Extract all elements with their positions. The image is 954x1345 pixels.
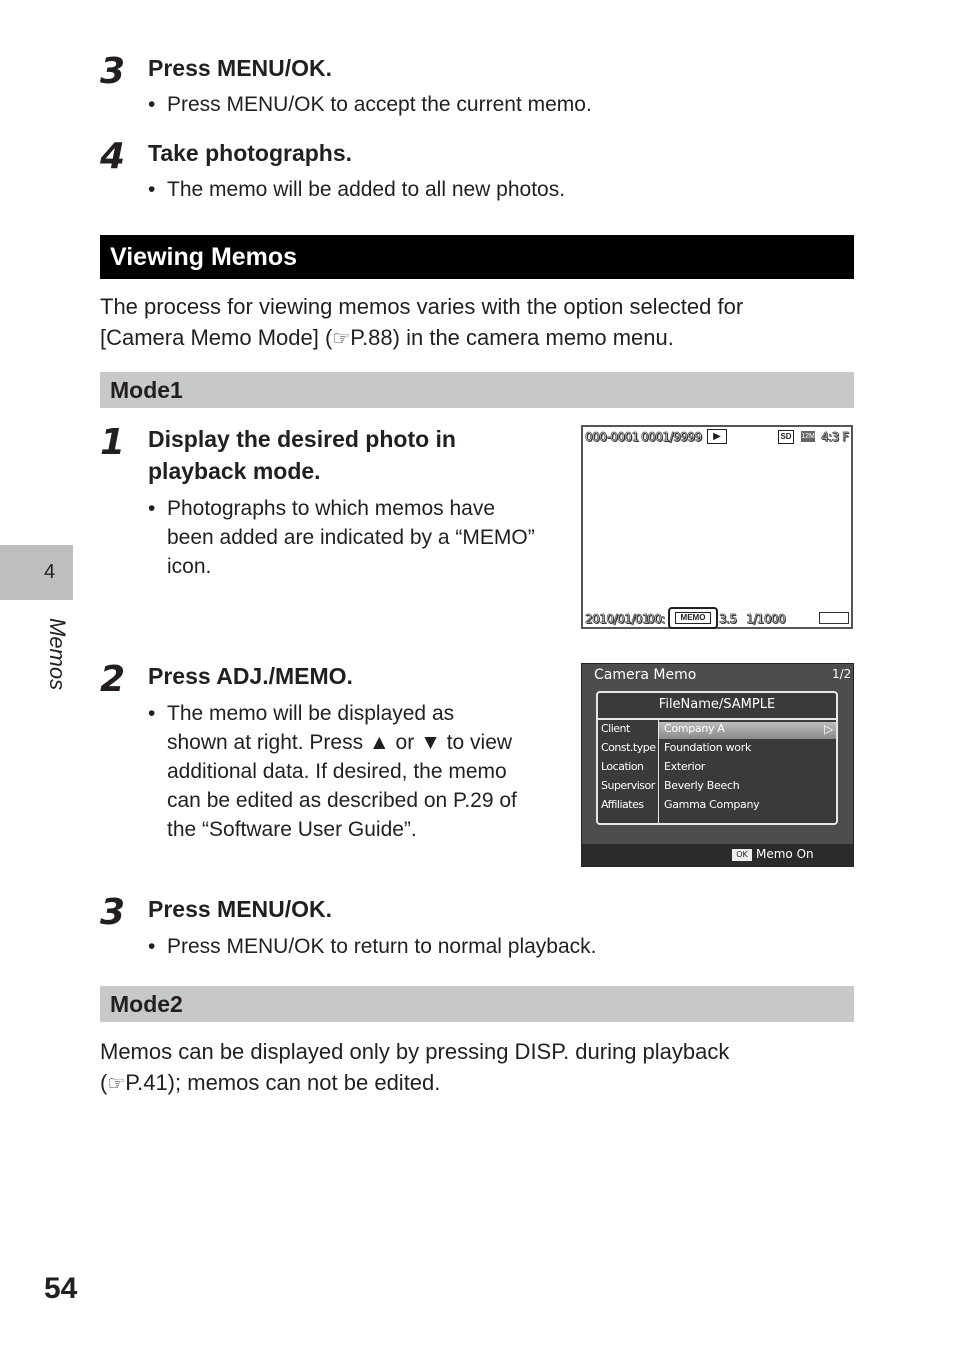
step-number: 3 [100, 51, 126, 92]
step-number: 1 [100, 422, 126, 463]
step-bullet: • The memo will be added to all new photos. [148, 178, 566, 201]
up-arrow-icon: ▲ [368, 731, 390, 754]
pointing-hand-icon: ☞ [107, 1073, 126, 1095]
subsection-heading: Mode2 [100, 986, 854, 1022]
step-bullet: • The memo will be displayed as shown at right. Press ▲ or ▼ to view additional data. If desired, the memo can be edited as described on P.29 of the “Software User Guide”. [148, 702, 517, 841]
memo-row-label: Affiliates [601, 798, 644, 811]
date-display: 2010/01/01 [585, 612, 650, 626]
footer-bar [582, 844, 853, 866]
step-number: 4 [100, 136, 126, 177]
page-number: 54 [44, 1272, 78, 1305]
step-bullet: • Press MENU/OK to accept the current memo. [148, 93, 592, 116]
page-indicator: 1/2 [832, 667, 852, 681]
camera-memo-screen [581, 663, 854, 867]
image-size-icon: 12M [801, 433, 815, 440]
memo-row-value: Beverly Beech [664, 779, 740, 792]
step-number: 3 [100, 892, 126, 933]
aperture-value: 3.5 [719, 612, 737, 626]
memo-row-value: Company A [664, 722, 725, 735]
sd-card-icon: SD [778, 430, 794, 444]
chapter-label: Memos [45, 618, 70, 691]
step-title: Take photographs. [148, 140, 353, 166]
subsection-heading: Mode1 [100, 372, 854, 408]
step-title: Press MENU/OK. [148, 55, 333, 81]
aspect-quality: 4:3 F [821, 430, 849, 444]
memo-row-label: Location [601, 760, 644, 773]
pointing-hand-icon: ☞ [332, 328, 351, 350]
battery-icon [819, 612, 849, 624]
mode2-text: Memos can be displayed only by pressing DISP. during playback (☞P.41); memos can not be edited. [100, 1036, 860, 1100]
intro-text: The process for viewing memos varies with the option selected for [Camera Memo Mode] (☞P.88) in the camera memo menu. [100, 291, 860, 355]
memo-icon: MEMO [675, 612, 711, 624]
memo-row-value: Gamma Company [664, 798, 760, 811]
step-title: Press MENU/OK. [148, 896, 333, 922]
play-icon: ▶ [707, 429, 727, 444]
memo-row-value: Foundation work [664, 741, 752, 754]
memo-row-label: Client [601, 722, 630, 735]
memo-row-value: Exterior [664, 760, 705, 773]
down-arrow-icon: ▼ [420, 731, 441, 754]
footer-label: Memo On [756, 847, 814, 861]
memo-row-label: Const.type [601, 741, 656, 754]
divider [598, 718, 836, 720]
time-display: 00: [647, 612, 665, 626]
ok-button-icon: OK [732, 849, 752, 861]
step-number: 2 [100, 659, 126, 700]
screen-title: Camera Memo [594, 667, 697, 683]
playback-screen [581, 425, 853, 629]
step-bullet: • Photographs to which memos have been added are indicated by a “MEMO” icon. [148, 497, 535, 578]
section-heading: Viewing Memos [100, 235, 854, 279]
step-bullet: • Press MENU/OK to return to normal playback. [148, 935, 597, 958]
chapter-tab: 4 [0, 545, 73, 600]
step-title: Display the desired photo in playback mode. [148, 426, 456, 484]
memo-row-label: Supervisor [601, 779, 655, 792]
step-title: Press ADJ./MEMO. [148, 663, 353, 689]
frame-count: 0001/9999 [641, 430, 702, 444]
memo-panel [596, 691, 838, 825]
chevron-right-icon: ▷ [824, 722, 834, 736]
file-number: 000-0001 [585, 430, 639, 444]
shutter-speed: 1/1000 [746, 612, 786, 626]
memo-header: FileName/SAMPLE [658, 697, 776, 712]
